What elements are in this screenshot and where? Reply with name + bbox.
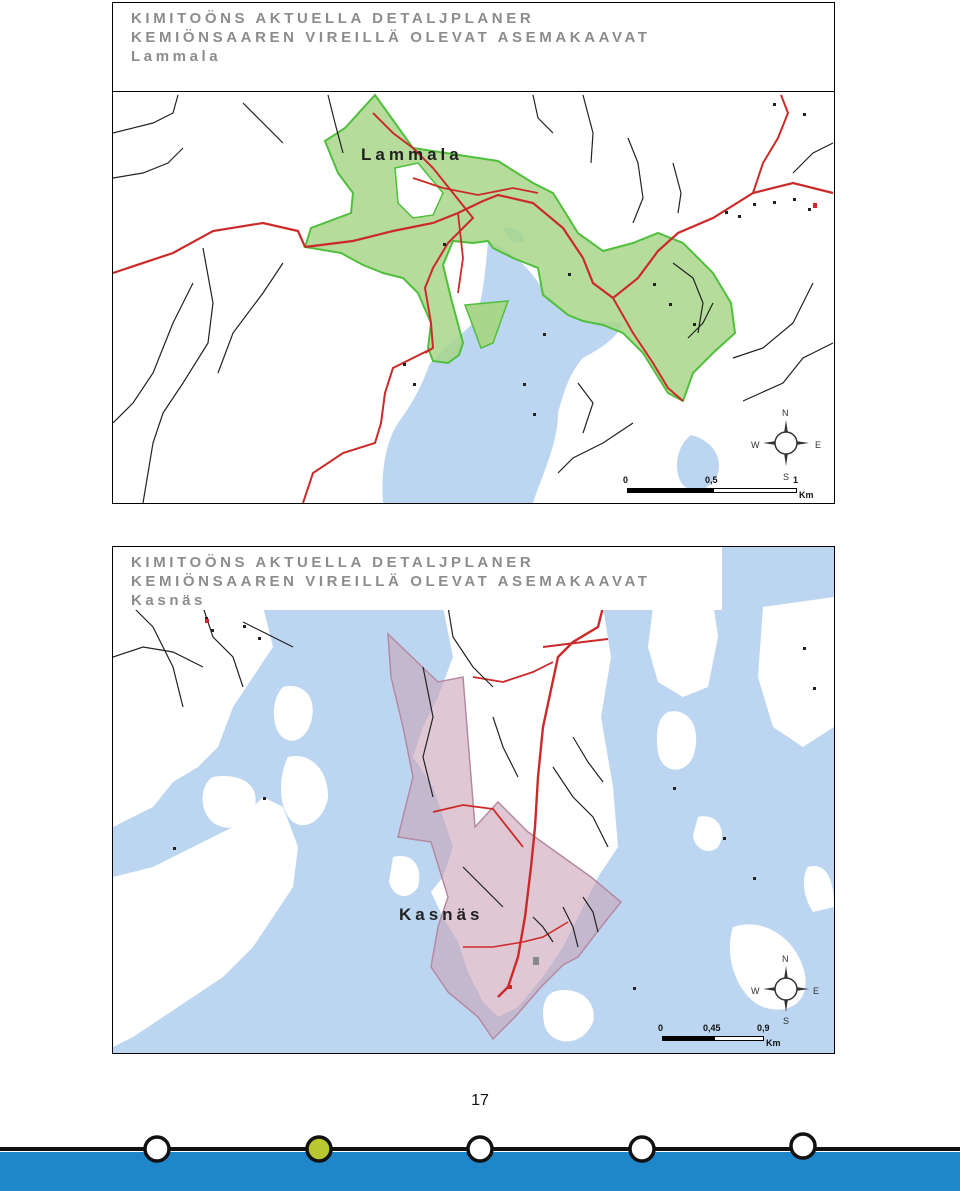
- compass-rose: [751, 408, 822, 482]
- scale-bar: [623, 475, 823, 501]
- compass-e: E: [813, 986, 820, 996]
- compass-icon: [751, 954, 821, 1024]
- map-kasnas: [112, 546, 835, 1054]
- compass-icon: [751, 408, 821, 478]
- scale-label-max: 1: [793, 475, 799, 485]
- compass-e: E: [815, 440, 822, 450]
- header-title-sv: KIMITOÖNS AKTUELLA DETALJPLANER: [131, 10, 535, 27]
- map-kasnas-canvas: [113, 547, 834, 1053]
- page-number: 17: [471, 1092, 489, 1109]
- compass-n: N: [782, 408, 789, 418]
- footer-dot: [791, 1134, 815, 1158]
- compass-w: W: [751, 986, 760, 996]
- map-lammala: [112, 2, 835, 504]
- scale-bar-black: [627, 488, 713, 493]
- scale-label-mid: 0,5: [705, 475, 718, 485]
- header-place: Lammala: [131, 48, 222, 65]
- header-place: Kasnäs: [131, 592, 206, 609]
- header-title-sv: KIMITOÖNS AKTUELLA DETALJPLANER: [131, 554, 535, 571]
- compass-s: S: [783, 472, 790, 482]
- header-title-fi: KEMIÖNSAAREN VIREILLÄ OLEVAT ASEMAKAAVAT: [131, 29, 651, 46]
- scale-bar-white: [713, 488, 797, 493]
- map-header-lammala: [113, 3, 834, 92]
- scale-bar-black: [662, 1036, 714, 1041]
- place-label-kasnas: Kasnäs: [399, 905, 484, 924]
- compass-n: N: [782, 954, 789, 964]
- island-east-1: [657, 711, 696, 769]
- scale-label-0: 0: [623, 475, 629, 485]
- footer-band: [0, 1130, 960, 1191]
- scale-label-0: 0: [658, 1023, 664, 1033]
- scale-label-mid: 0,45: [703, 1023, 721, 1033]
- footer-dot: [468, 1137, 492, 1161]
- compass-s: S: [783, 1016, 790, 1026]
- map-header-kasnas: [113, 547, 722, 610]
- compass-w: W: [751, 440, 760, 450]
- road-north: [753, 95, 788, 193]
- place-label-lammala: Lammala: [361, 145, 463, 164]
- main-road-west: [113, 223, 305, 273]
- scale-unit: Km: [766, 1038, 781, 1048]
- scale-unit: Km: [799, 490, 814, 500]
- footer-dot-active: [307, 1137, 331, 1161]
- scale-bar-white: [714, 1036, 764, 1041]
- footer-dot: [145, 1137, 169, 1161]
- scale-label-max: 0,9: [757, 1023, 770, 1033]
- compass-rose: [751, 954, 821, 1024]
- footer-dot: [630, 1137, 654, 1161]
- scale-bar: [658, 1023, 833, 1049]
- header-title-fi: KEMIÖNSAAREN VIREILLÄ OLEVAT ASEMAKAAVAT: [131, 573, 651, 590]
